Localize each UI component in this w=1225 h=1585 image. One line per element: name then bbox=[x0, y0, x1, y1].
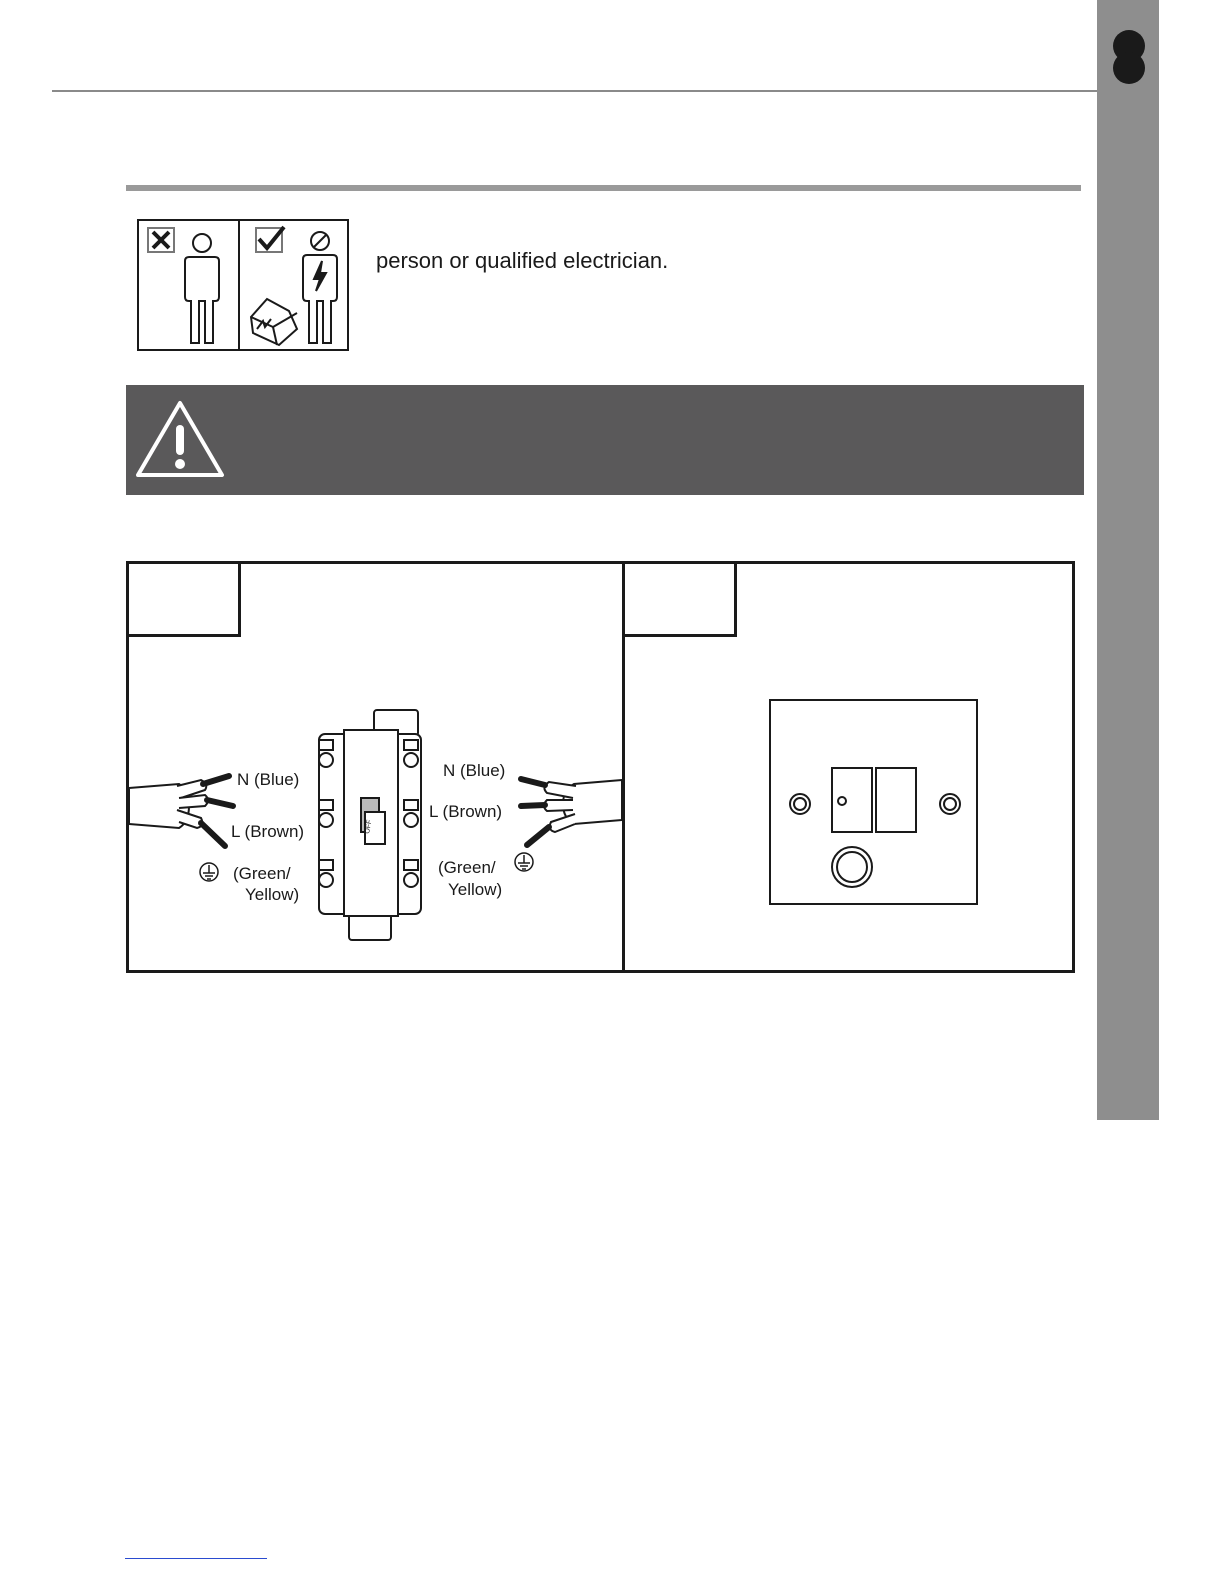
electrician-icon bbox=[303, 232, 337, 343]
header-rule bbox=[52, 90, 1097, 92]
toolbox-icon bbox=[251, 299, 297, 345]
side-tab bbox=[1097, 0, 1159, 1120]
figure-tag-left bbox=[126, 561, 241, 637]
label-live-right: L (Brown) bbox=[429, 802, 503, 821]
label-live-left: L (Brown) bbox=[231, 822, 305, 841]
label-earth-right-1: (Green/ bbox=[438, 858, 496, 877]
tab-dot-bottom bbox=[1113, 52, 1145, 84]
warning-banner bbox=[126, 385, 1084, 495]
earth-symbol-icon bbox=[200, 863, 218, 881]
label-neutral-right: N (Blue) bbox=[443, 761, 506, 780]
switch-off-text: OFF bbox=[364, 819, 374, 835]
person-icon bbox=[185, 234, 219, 343]
earth-symbol-icon bbox=[515, 853, 533, 871]
cross-icon bbox=[148, 228, 174, 252]
label-neutral-left: N (Blue) bbox=[237, 770, 300, 789]
check-icon bbox=[256, 227, 284, 252]
qualified-person-text: person or qualified electrician. bbox=[376, 248, 669, 273]
warning-triangle-icon bbox=[136, 399, 232, 483]
section-rule bbox=[126, 185, 1081, 191]
label-earth-right-2: Yellow) bbox=[448, 880, 503, 899]
label-earth-left-1: (Green/ bbox=[233, 864, 291, 883]
figure-tag-right bbox=[622, 561, 737, 637]
qualified-person-pictogram bbox=[137, 219, 349, 351]
isolator-switch-figure bbox=[129, 640, 622, 970]
footer-link-underline bbox=[125, 1558, 267, 1559]
label-earth-left-2: Yellow) bbox=[245, 885, 300, 904]
fused-spur-figure bbox=[768, 698, 980, 908]
